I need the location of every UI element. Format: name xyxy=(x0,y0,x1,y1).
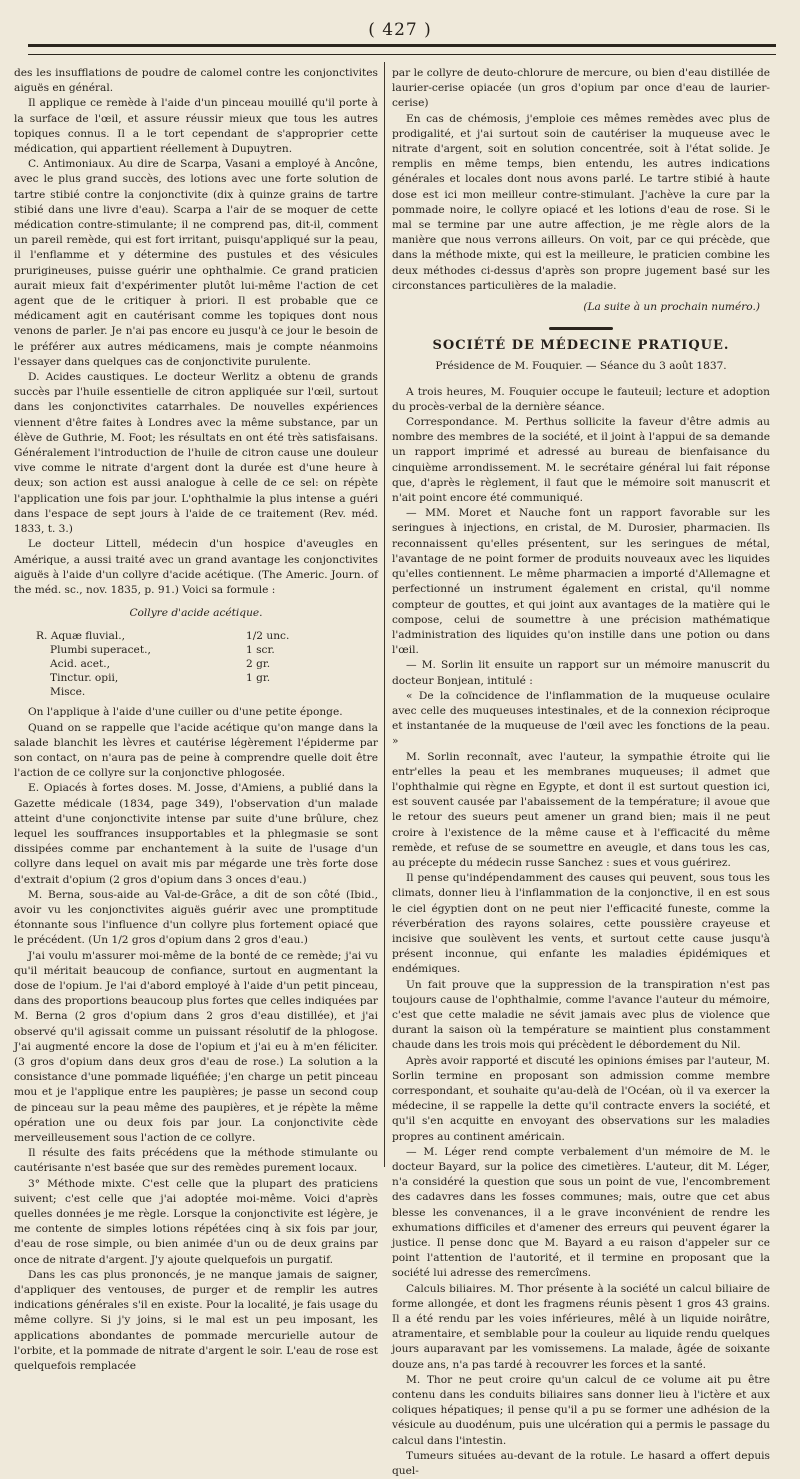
paragraph: Un fait prouve que la suppression de la transpiration n'est pas toujours cause de l'ophthalmie, comme l'avance l'auteur du mémoire, c'est que cette maladie ne sévit jamais avec plus de violence que durant la saison où la température se maintient plus constamment chaude dans les trois mois qui précèdent le débordement du Nil. xyxy=(392,978,770,1052)
section-title: SOCIÉTÉ DE MÉDECINE PRATIQUE. xyxy=(432,338,730,354)
paragraph: Il applique ce remède à l'aide d'un pinceau mouillé qu'il porte à la surface de l'œil, et assure réussir mieux que tous les autres topiques connus. Il a le tort cependant de s'approprier cette médication, qui appartient réellement à Dupuytren. xyxy=(14,97,378,156)
paragraph: Il pense qu'indépendamment des causes qui peuvent, sous tous les climats, donner lieu à l'inflammation de la conjonctive, il en est sous le ciel égyptien dont on ne peut nier l'efficacité funeste, comme la réverbération des rayons solaires, cette poussière crayeuse et incisive que soulèvent les vents, et surtout cette cause jusqu'à présent inconnue, qui enfante les maladies épidémiques et endémiques. xyxy=(392,872,770,976)
paragraph: J'ai voulu m'assurer moi-même de la bonté de ce remède; j'ai vu qu'il méritait beaucoup de confiance, surtout en augmentant la dose de l'opium. Je l'ai d'abord employé à l'aide d'un petit pinceau, dans des proportions beaucoup plus fortes que celles indiquées par M. Berna (2 gros d'opium dans 2 gros d'eau distillée), et j'ai observé qu'il agissait comme un puissant résolutif de la phlogose. J'ai augmenté encore la dose de l'opium et j'ai eu à m'en féliciter. (3 gros d'opium dans deux gros d'eau de rose.) La solution a la consistance d'une pommade liquéfiée; j'en charge un petit pinceau mou et je l'applique entre les paupières; je passe un second coup de pinceau sur la peau même des paupières, et je répète la même opération une ou deux fois par jour. La conjonctivite cède merveilleusement sous l'action de ce collyre. xyxy=(14,949,378,1144)
formula-ingredient: Plumbi superacet., xyxy=(50,644,151,657)
paragraph: Il résulte des faits précédens que la méthode stimulante ou cautérisante n'est basée que sur des remèdes purement locaux. xyxy=(14,1147,378,1175)
paragraph: « De la coïncidence de l'inflammation de la muqueuse oculaire avec celle des muqueuses intestinales, et de la connexion réciproque et instantanée de la muqueuse de l'œil avec les fonctions de la peau. » xyxy=(392,689,770,748)
paragraph: par le collyre de deuto-chlorure de mercure, ou bien d'eau distillée de laurier-cerise opiacée (un gros d'opium par once d'eau de laurier-cerise) xyxy=(392,67,770,110)
formula-row xyxy=(36,671,378,685)
formula-row xyxy=(36,685,378,699)
paragraph: — M. Léger rend compte verbalement d'un mémoire de M. le docteur Bayard, sur la police des cimetières. L'auteur, dit M. Léger, n'a considéré la question que sous un point de vue, l'encombrement des cadavres dans les fosses communes; mais, outre que cet abus blesse les convenances, il a le grave inconvénient de rendre les exhumations difficiles et d'amener des erreurs qui peuvent égarer la justice. Il pense donc que M. Bayard a eu raison d'appeler sur ce point l'attention de l'autorité, et il termine en proposant que la société lui adresse des remercîmens. xyxy=(392,1145,770,1280)
paragraph: D. Acides caustiques. Le docteur Werlitz a obtenu de grands succès par l'huile essentielle de citron appliquée sur l'œil, surtout dans les conjonctivites catarrhales. De nouvelles expériences viennent d'être faites à Londres avec la même substance, par un élève de Guthrie, M. Foot; les résultats en ont été très satisfaisans. Généralement l'introduction de l'huile de citron cause une douleur vive comme le nitrate d'argent dont la durée est d'une heure à deux; son action est aussi analogue à celle de ce sel: on répète l'application une fois par jour. L'ophthalmie la plus intense a guéri dans l'espace de sept jours à l'aide de ce traitement (Rev. méd. 1833, t. 3.) xyxy=(14,371,378,536)
formula-ingredient: Tinctur. opii, xyxy=(50,672,119,685)
paragraph: des les insufflations de poudre de calomel contre les conjonctivites aiguës en général. xyxy=(14,67,378,95)
formula-quantity: 1 gr. xyxy=(246,672,271,685)
column-divider xyxy=(384,62,385,1167)
formula-ingredient: Misce. xyxy=(50,686,86,699)
paragraph: 3° Méthode mixte. C'est celle que la plupart des praticiens suivent; c'est celle que j'ai adoptée moi-même. Voici d'après quelles données je me règle. Lorsque la conjonctivite est légère, je me contente de simples lotions répétées cinq à six fois par jour, d'eau de rose simple, ou bien animée d'un ou de deux grains par once de nitrate d'argent. J'y ajoute quelquefois un purgatif. xyxy=(14,1177,378,1266)
paragraph: On l'applique à l'aide d'une cuiller ou d'une petite éponge. xyxy=(28,706,343,719)
paragraph: M. Sorlin reconnaît, avec l'auteur, la sympathie étroite qui lie entr'elles la peau et les membranes muqueuses; il admet que l'ophthalmie qui règne en Egypte, et dont il est surtout question ici, est souvent causée par l'abaissement de la température; il avoue que le retour des sueurs peut amener un grand bien; mais il ne peut croire à l'existence de la même cause et à l'efficacité du même remède, et refuse de se soumettre en aveugle, et dans tous les cas, au précepte du médecin russe Sanchez : sues et vous guérirez. xyxy=(392,750,770,869)
formula-ingredient: Acid. acet., xyxy=(50,658,110,671)
section-separator xyxy=(392,327,770,330)
left-column xyxy=(14,66,378,1373)
formula-row xyxy=(36,657,378,671)
paragraph: Après avoir rapporté et discuté les opinions émises par l'auteur, M. Sorlin termine en proposant son admission comme membre correspondant, et souhaite qu'au-delà de l'Océan, où il va exercer la médecine, il se rappelle la dette qu'il contracte envers la société, et qu'il s'en acquitte en envoyant des observations sur les maladies propres au continent américain. xyxy=(392,1054,770,1143)
formula-quantity: 1 scr. xyxy=(246,644,275,657)
formula-quantity: 1/2 unc. xyxy=(246,630,290,643)
paragraph: Correspondance. M. Perthus sollicite la faveur d'être admis au nombre des membres de la société, et il joint à l'appui de sa demande un rapport imprimé et adressé au bureau de bienfaisance du cinquième arrondissement. M. le secrétaire général lui fait réponse que, d'après le règlement, il faut que le mémoire soit manuscrit et n'ait point encore été communiqué. xyxy=(392,416,770,505)
formula-row xyxy=(36,629,378,643)
paragraph: M. Berna, sous-aide au Val-de-Grâce, a dit de son côté (Ibid., avoir vu les conjonctivites aiguës guérir avec une promptitude étonnante sous l'influence d'un collyre plus fortement opiacé que le précédent. (Un 1/2 gros d'opium dans 2 gros d'eau.) xyxy=(14,888,378,947)
paragraph: — M. Sorlin lit ensuite un rapport sur un mémoire manuscrit du docteur Bonjean, intitulé : xyxy=(392,659,770,687)
paragraph: C. Antimoniaux. Au dire de Scarpa, Vasani a employé à Ancône, avec le plus grand succès, des lotions avec une forte solution de tartre stibié contre la conjonctivite (dix à quinze grains de tartre stibié dans une livre d'eau). Scarpa a l'air de se moquer de cette médication contre-stimulante; il ne comprend pas, dit-il, comment un pareil remède, qui est fort irritant, puisqu'appliqué sur la peau, il l'enflamme et y détermine des pustules et des vésicules prurigineuses, puisse guérir une ophthalmie. Ce grand praticien aurait mieux fait d'expérimenter plutôt lui-même l'action de cet agent que de le critiquer à priori. Il est probable que ce médicament agit en cautérisant comme les topiques dont nous venons de parler. Je n'ai pas encore eu jusqu'à ce jour le besoin de le préférer aux autres médicamens, mais je compte néanmoins l'essayer dans quelques cas de conjonctivite purulente. xyxy=(14,158,378,368)
page-number: ( 427 ) xyxy=(368,20,432,40)
paragraph: A trois heures, M. Fouquier occupe le fauteuil; lecture et adoption du procès-verbal de la dernière séance. xyxy=(392,385,770,413)
paragraph: En cas de chémosis, j'emploie ces mêmes remèdes avec plus de prodigalité, et j'ai surtout soin de cautériser la muqueuse avec le nitrate d'argent, soit en solution concentrée, soit à l'état solide. Je remplis en même temps, bien entendu, les autres indications générales et locales dont nous avons parlé. Le tartre stibié à haute dose est ici mon meilleur contre-stimulant. J'achève la cure par la pommade noire, le collyre opiacé et les lotions d'eau de rose. Si le mal se termine par une autre affection, je me règle alors de la manière que nous verrons ailleurs. On voit, par ce qui précède, que dans la méthode mixte, qui est la meilleure, le praticien combine les deux méthodes ci-dessus d'après son propre jugement basé sur les circonstances particulières de la maladie. xyxy=(392,112,770,292)
paragraph: E. Opiacés à fortes doses. M. Josse, d'Amiens, a publié dans la Gazette médicale (1834, page 349), l'observation d'un malade atteint d'une conjonctivite intense par suite d'une brûlure, chez lequel les souffrances insupportables et la phlegmasie se sont dissipées comme par enchantement à la suite de l'usage d'un collyre dans lequel on avait mis par mégarde une très forte dose d'extrait d'opium (2 gros d'opium dans 3 onces d'eau.) xyxy=(14,782,378,886)
paragraph: Le docteur Littell, médecin d'un hospice d'aveugles en Amérique, a aussi traité avec un grand avantage les conjonctivites aiguës à l'aide d'un collyre d'acide acétique. (The Americ. Journ. of the méd. sc., nov. 1835, p. 91.) Voici sa formule : xyxy=(14,538,378,596)
formula-quantity xyxy=(246,685,326,699)
paragraph: Dans les cas plus prononcés, je ne manque jamais de saigner, d'appliquer des ventouses, de purger et de remplir les autres indications générales s'il en existe. Pour la localité, je fais usage du même collyre. Si j'y joins, si le mal est un peu imposant, les applications abondantes de pommade mercurielle autour de l'orbite, et la pommade de nitrate d'argent le soir. L'eau de rose est quelquefois remplacée xyxy=(14,1268,378,1373)
paragraph: M. Thor ne peut croire qu'un calcul de ce volume ait pu être contenu dans les conduits biliaires sans donner lieu à l'ictère et aux coliques hépatiques; il pense qu'il a pu se former une adhésion de la vésicule au duodénum, puis une ulcération qui a permis le passage du calcul dans l'intestin. xyxy=(392,1373,770,1447)
formula-quantity: 2 gr. xyxy=(246,658,271,671)
formula xyxy=(36,629,378,699)
paragraph: Tumeurs situées au-devant de la rotule. Le hasard a offert depuis quel- xyxy=(392,1449,770,1478)
meeting-header: Présidence de M. Fouquier. — Séance du 3 août 1837. xyxy=(435,360,727,373)
formula-ingredient: R. Aquæ fluvial., xyxy=(36,630,125,643)
paragraph: Calculs biliaires. M. Thor présente à la société un calcul biliaire de forme allongée, et dont les fragmens réunis pèsent 1 gros 43 grains. Il a été rendu par les voies inférieures, mêlé à un liquide noirâtre, atramentaire, et semblable pour la couleur au liquide rendu quelques jours auparavant par les vomissemens. La malade, âgée de soixante douze ans, n'a pas tardé à recouvrer les forces et la santé. xyxy=(392,1282,770,1371)
continued-notice: (La suite à un prochain numéro.) xyxy=(583,301,760,314)
paragraph: — MM. Moret et Nauche font un rapport favorable sur les seringues à injections, en cristal, de M. Durosier, pharmacien. Ils reconnaissent qu'elles présentent, sur les seringues de métal, l'avantage de ne point former de produits nouveaux avec les liquides qu'elles contiennent. Le même pharmacien a importé d'Allemagne et perfectionné un instrument également en cristal, qu'il nomme compteur de gouttes, et qui joint aux avantages de la matière qui le compose, celui de soumettre à une précision mathématique l'administration des liquides qu'on instille dans une potion ou dans l'œil. xyxy=(392,507,770,657)
right-column xyxy=(392,66,770,1478)
paragraph: Quand on se rappelle que l'acide acétique qu'on mange dans la salade blanchit les lèvres et cautérise légèrement l'épiderme par son contact, on n'aura pas de peine à comprendre quelle doit être l'action de ce collyre sur la conjonctive phlogosée. xyxy=(14,721,378,780)
formula-row xyxy=(36,643,378,657)
formula-title: Collyre d'acide acétique. xyxy=(129,607,263,620)
header-rule xyxy=(28,44,776,55)
